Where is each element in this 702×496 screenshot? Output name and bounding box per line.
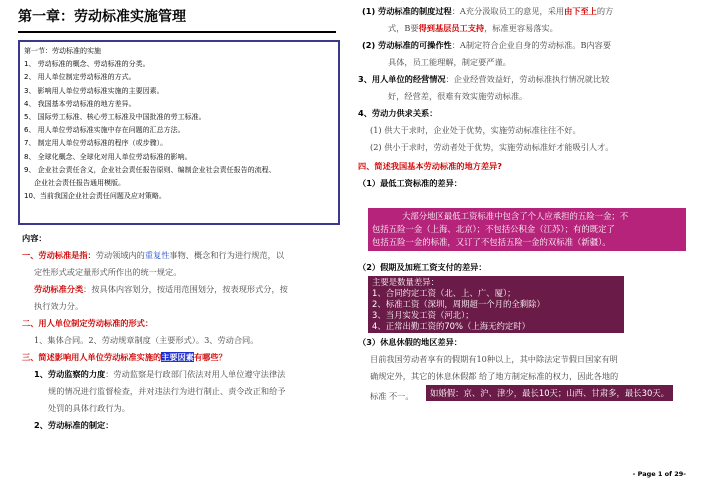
min-wage-line: 包括五险一金（上海、北京）；不包括公积金（江苏）；有的既定了: [372, 224, 615, 234]
section-1-line: [22, 247, 352, 264]
section-1-title: 一、劳动标准是指：: [22, 250, 96, 260]
p1-text: ，标准更容易落实。: [484, 23, 558, 33]
toc-item: 企业社会责任报告通用模版。: [34, 179, 125, 188]
p4-item: (1) 供大于求时，企业处于优势，实施劳动标准往往不好。: [370, 125, 581, 135]
p2-cont: 具体，员工能理解，制定要严谨。: [388, 57, 511, 67]
s4-3-text: 标准 不一。: [370, 391, 414, 401]
min-wage-line: 包括五险一金的标准，又订了不包括五险一金的双标准（新疆）。: [372, 237, 611, 247]
min-wage-line: 大部分地区最低工资标准中包含了个人应承担的五险一金；不: [402, 211, 629, 221]
overtime-line: 主要是数量差异：: [372, 277, 439, 287]
item-1-label: 1、劳动监察的力度: [34, 369, 106, 379]
class-label: 劳动标准分类: [34, 284, 84, 294]
toc-item: 10、当前我国企业社会责任问题及应对策略。: [24, 192, 166, 201]
p2-line: [358, 37, 688, 54]
section-3-line: [22, 349, 352, 366]
toc-item: 6、 用人单位劳动标准实施中存在问题的汇总方法。: [24, 126, 185, 135]
content-label: 内容：: [22, 233, 47, 243]
section-3-title: 三、简述影响用人单位劳动标准实施的: [22, 352, 162, 362]
p1-text: 的方: [596, 6, 614, 16]
s4-3-text: 目前我国劳动者享有的假期有10种以上，其中除法定节假日国家有明: [370, 354, 618, 364]
right-column: [358, 3, 688, 192]
toc-item: 9、 企业社会责任含义，企业社会责任报告原则、编制企业社会责任报告的流程、: [24, 165, 276, 174]
toc-item: 7、 制定用人单位劳动标准的程序（或步骤）。: [24, 139, 168, 148]
section-1-text: 劳动领域内的: [95, 250, 145, 260]
class-line: [22, 281, 352, 298]
leave-box: 如婚假：京、沪、津少，最长10天；山西、甘肃多，最长30天。: [426, 385, 673, 401]
section-1-text: 事物、概念和行为进行规范，以: [169, 250, 285, 260]
s4-3-text: 确规定外，其它的休息休假都 给了地方制定标准的权力，因此各地的: [370, 371, 619, 381]
item-1-line: [22, 366, 352, 383]
p4-label: 4、劳动力供求关系：: [358, 108, 438, 118]
section-4-title: 四、简述我国基本劳动标准的地方差异?: [358, 161, 502, 171]
p2-label: (2) 劳动标准的可操作性: [362, 40, 452, 50]
s4-2-label: （2）假期及加班工资支付的差异：: [358, 262, 487, 272]
p1-red: 得到基层员工支持: [418, 23, 485, 33]
p3-cont: 好，经营差，很难有效实施劳动标准。: [388, 91, 528, 101]
overtime-line: 2、标准工资（深圳，周期超一个月的全剩除）: [372, 299, 545, 309]
s4-1-label: （1）最低工资标准的差异：: [358, 178, 462, 188]
overtime-line: 3、当月实发工资（河北）；: [372, 310, 474, 320]
p1-cont: [358, 20, 688, 37]
p4-item: (2) 供小于求时，劳动者处于优势，实施劳动标准好才能吸引人才。: [370, 142, 614, 152]
toc-item: 2、 用人单位制定劳动标准的方式。: [24, 73, 136, 82]
s4-3-label: （3）休息休假的地区差异：: [358, 337, 462, 347]
toc-box: [18, 40, 340, 225]
title-underline: [18, 31, 336, 33]
item-1-cont: 规的情况进行监督检查，并对违法行为进行制止、责令改正和给予: [48, 386, 286, 396]
section-1-cont: 定性形式或定量形式所作出的统一规定。: [34, 267, 182, 277]
section-2-body: 1、集体合同。2、劳动规章制度（主要形式）。3、劳动合同。: [34, 335, 259, 345]
p2-text: ：A制定符合企业自身的劳动标准。B内容要: [451, 40, 612, 50]
item-2-label: 2、劳动标准的制定：: [34, 420, 114, 430]
section-3-highlight: 主要因素: [161, 352, 194, 362]
p1-label: (1) 劳动标准的制度过程: [362, 6, 452, 16]
overtime-box: [368, 276, 624, 333]
overtime-line: 1、合同约定工资（北、上、广、厦）；: [372, 288, 516, 298]
p1-red: 由下至上: [564, 6, 597, 16]
toc-item: 8、 全球化概念、全球化对用人单位劳动标准的影响。: [24, 152, 192, 161]
p1-text: 式，B要: [388, 23, 419, 33]
toc-item: 1、 劳动标准的概念、劳动标准的分类。: [24, 60, 150, 69]
p1-line: [358, 3, 688, 20]
p1-text: ：A充分汲取员工的意见，采用: [451, 6, 565, 16]
chapter-title: 第一章：劳动标准实施管理: [18, 9, 186, 25]
section-2-title: 二、用人单位制定劳动标准的形式：: [22, 318, 154, 328]
toc-item: 5、 国际劳工标准、核心劳工标准及中国批准的劳工标准。: [24, 113, 206, 122]
section-3-tail: 有哪些？: [193, 352, 227, 362]
item-1-text: ：劳动监察是行政部门依法对用人单位遵守法律法: [105, 369, 286, 379]
toc-section: 第一节：劳动标准的实施: [24, 47, 101, 55]
p3-label: 3、用人单位的经营情况: [358, 74, 446, 84]
overtime-line: 4、正常出勤工资的70%（上海无约定时）: [372, 321, 530, 331]
toc-item: 4、 我国基本劳动标准的地方差异。: [24, 99, 136, 108]
page-footer: - Page 1 of 29-: [632, 470, 686, 478]
p3-text: ：企业经营效益好，劳动标准执行情况就比较: [445, 74, 610, 84]
left-column: [22, 230, 352, 434]
toc-item: 3、 影响用人单位劳动标准实施的主要因素。: [24, 86, 164, 95]
class-text: ：按具体内容划分，按适用范围划分，按表现形式分，按: [83, 284, 288, 294]
section-1-highlight: 重复性: [144, 250, 170, 260]
item-1-cont: 处罚的具体行政行为。: [48, 403, 130, 413]
p3-line: [358, 71, 688, 88]
min-wage-box: [368, 208, 686, 251]
class-cont: 执行效力分。: [34, 301, 84, 311]
